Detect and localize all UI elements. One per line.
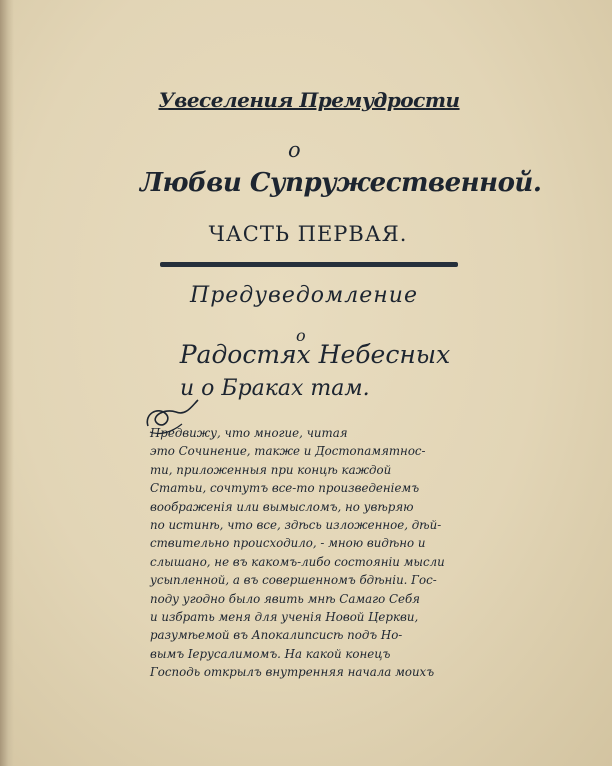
- divider-rule: [160, 262, 458, 267]
- body-line: ти, приложенныя при концѣ каждой: [150, 462, 392, 477]
- title-line-1: Увеселения Премудрости: [158, 88, 460, 112]
- body-line: по истинѣ, что все, здѣсь изложенное, дѣй-: [150, 517, 442, 532]
- preface-conjunction: о: [296, 326, 306, 345]
- body-line: поду угодно было явить мнѣ Самаго Себя: [150, 591, 420, 606]
- preface-subtitle-2: и о Браках там.: [180, 376, 370, 401]
- body-line: Статьи, сочтутъ все-то произведеніемъ: [150, 481, 420, 496]
- body-line: ствительно происходило, - мною видѣно и: [150, 536, 426, 551]
- title-line-2: Любви Супружественной.: [140, 168, 542, 198]
- preface-subtitle-1: Радостях Небесных: [179, 340, 451, 369]
- body-text: [150, 424, 470, 681]
- part-heading: ЧАСТЬ ПЕРВАЯ.: [208, 222, 408, 246]
- body-line: слышано, не въ какомъ-либо состояніи мысли: [150, 554, 445, 569]
- book-gutter: [0, 0, 14, 766]
- body-line: усыпленной, а въ совершенномъ бдѣніи. Гос-: [150, 573, 437, 588]
- body-line: Господь открылъ внутренняя начала моихъ: [150, 665, 435, 680]
- preface-heading: Предуведомление: [190, 283, 418, 308]
- body-line: это Сочинение, также и Достопамятнос-: [150, 444, 426, 459]
- body-line: разумѣемой въ Апокалипсисѣ подъ Но-: [150, 628, 403, 643]
- body-line: и избрать меня для ученія Новой Церкви,: [150, 609, 419, 624]
- body-line: Предвижу, что многие, читая: [150, 426, 348, 440]
- title-conjunction: о: [288, 138, 301, 162]
- body-line: вымъ Іерусалимомъ. На какой конецъ: [150, 646, 391, 661]
- body-line: воображенія или вымысломъ, но увѣряю: [150, 499, 414, 514]
